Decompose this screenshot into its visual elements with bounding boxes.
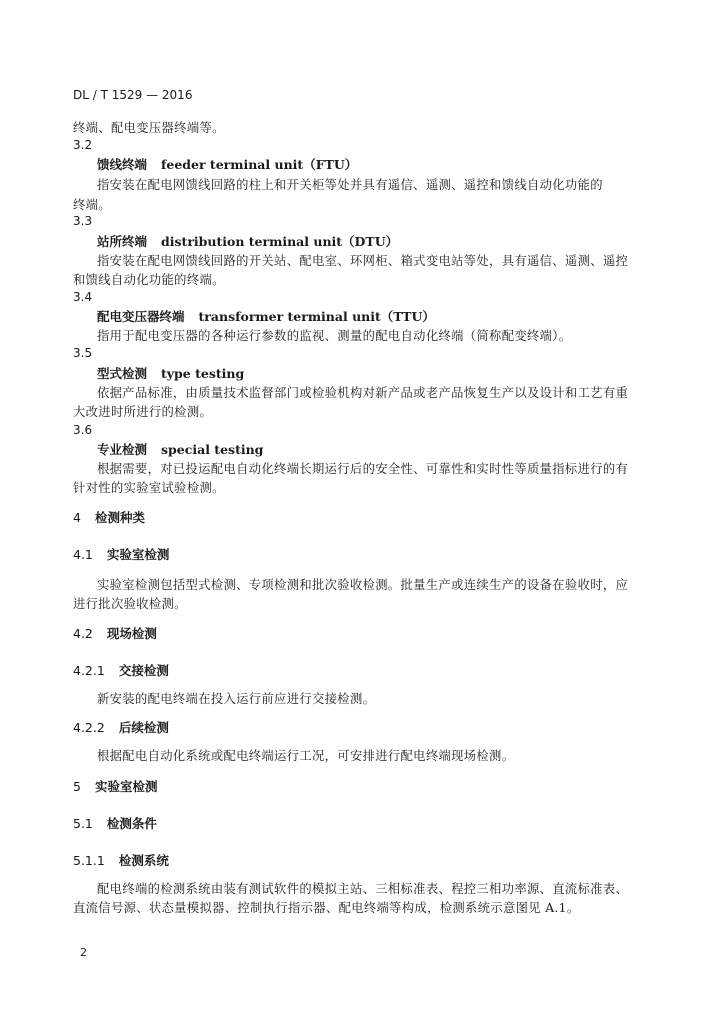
paragraph-line: 进行批次验收检测。: [73, 597, 187, 611]
clause-number: 3.3: [73, 214, 93, 228]
paragraph-line: 大改进时所进行的检测。: [73, 405, 213, 419]
paragraph-line: 终端。: [73, 198, 111, 212]
term-title: [97, 364, 244, 382]
paragraph-line: 针对性的实验室试验检测。: [73, 481, 225, 495]
subsection-heading: 4.2.2 后续检测: [73, 720, 169, 735]
subsection-heading: 5.1.1 检测系统: [73, 853, 169, 868]
paragraph-line: 配电终端的检测系统由装有测试软件的模拟主站、三相标准表、程控三相功率源、直流标准表、: [97, 882, 629, 896]
paragraph-line: 实验室检测包括型式检测、专项检测和批次验收检测。批量生产或连续生产的设备在验收时，应: [97, 578, 629, 592]
paragraph-line: 指安装在配电网馈线回路的柱上和开关柜等处并具有遥信、遥测、遥控和馈线自动化功能的: [97, 178, 603, 192]
paragraph-line: 终端、配电变压器终端等。: [73, 121, 225, 135]
section-heading: 5 实验室检测: [73, 779, 158, 794]
paragraph-line: 直流信号源、状态量模拟器、控制执行指示器、配电终端等构成，检测系统示意图见 A.1。: [73, 901, 580, 915]
term-title: [97, 440, 263, 458]
term-en: special testing: [161, 442, 264, 457]
document-code: DL / T 1529 — 2016: [73, 88, 193, 102]
page-number: 2: [80, 946, 87, 959]
term-cn: 馈线终端: [97, 157, 148, 172]
subsection-heading: 4.2.1 交接检测: [73, 663, 169, 678]
term-cn: 型式检测: [97, 366, 148, 381]
term-en: distribution terminal unit（DTU）: [161, 234, 399, 249]
paragraph-line: 依据产品标准，由质量技术监督部门或检验机构对新产品或老产品恢复生产以及设计和工艺有重: [97, 386, 629, 400]
term-en: type testing: [161, 366, 245, 381]
term-title: [97, 307, 435, 325]
paragraph-line: 指用于配电变压器的各种运行参数的监视、测量的配电自动化终端（简称配变终端）。: [97, 329, 572, 343]
clause-number: 3.5: [73, 346, 93, 360]
section-heading: 4 检测种类: [73, 510, 145, 525]
paragraph-line: 根据需要，对已投运配电自动化终端长期运行后的安全性、可靠性和实时性等质量指标进行的有: [97, 462, 629, 476]
term-cn: 专业检测: [97, 442, 148, 457]
paragraph-line: 指安装在配电网馈线回路的开关站、配电室、环网柜、箱式变电站等处，具有遥信、遥测、遥控: [97, 254, 629, 268]
term-cn: 站所终端: [97, 234, 148, 249]
subsection-heading: 4.2 现场检测: [73, 626, 157, 641]
paragraph-line: 根据配电自动化系统或配电终端运行工况，可安排进行配电终端现场检测。: [97, 749, 515, 763]
paragraph-line: 新安装的配电终端在投入运行前应进行交接检测。: [97, 692, 376, 706]
term-en: transformer terminal unit（TTU）: [198, 309, 435, 324]
term-cn: 配电变压器终端: [97, 309, 185, 324]
term-title: [97, 232, 398, 250]
clause-number: 3.4: [73, 290, 93, 304]
clause-number: 3.2: [73, 138, 93, 152]
subsection-heading: 4.1 实验室检测: [73, 547, 170, 562]
term-en: feeder terminal unit（FTU）: [161, 157, 358, 172]
paragraph-line: 和馈线自动化功能的终端。: [73, 273, 225, 287]
subsection-heading: 5.1 检测条件: [73, 816, 157, 831]
term-title: [97, 155, 357, 173]
clause-number: 3.6: [73, 423, 93, 437]
